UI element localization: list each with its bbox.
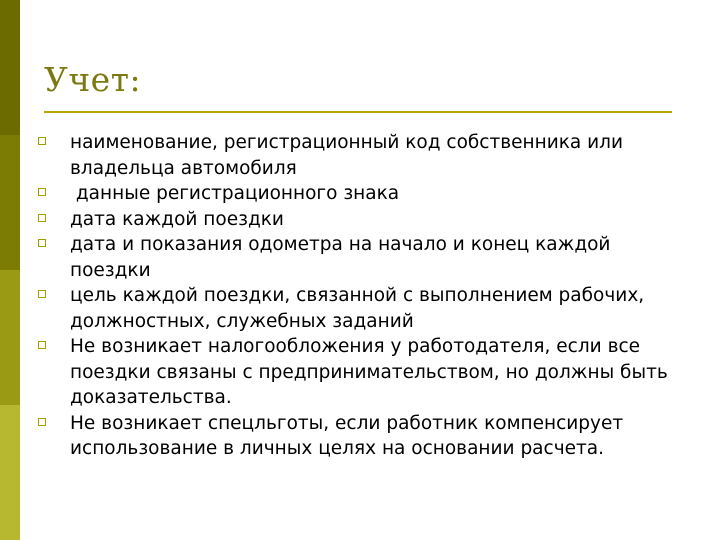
list-item: [38, 411, 688, 462]
list-item: [38, 181, 688, 207]
sidebar-segment: [0, 135, 20, 270]
square-bullet-icon: [38, 137, 46, 145]
bullet-text: данные регистрационного знака: [70, 183, 400, 204]
bullet-text: цель каждой поездки, связанной с выполнением рабочих, должностных, служебных заданий: [70, 285, 645, 332]
slide-title: Учет:: [44, 60, 142, 99]
square-bullet-icon: [38, 418, 46, 426]
bullet-text: Не возникает налогообложения у работодателя, если все поездки связаны с предпринимательством, но должны быть доказательства.: [70, 336, 668, 408]
list-item: [38, 207, 688, 233]
square-bullet-icon: [38, 214, 46, 222]
bullet-text: наименование, регистрационный код собственника или владельца автомобиля: [70, 132, 624, 179]
square-bullet-icon: [38, 290, 46, 298]
square-bullet-icon: [38, 239, 46, 247]
list-item: [38, 334, 688, 411]
list-item: [38, 283, 688, 334]
list-item: [38, 130, 688, 181]
sidebar-segment: [0, 405, 20, 540]
square-bullet-icon: [38, 341, 46, 349]
bullet-text: дата каждой поездки: [70, 208, 284, 230]
sidebar-segment: [0, 270, 20, 405]
bullet-text: дата и показания одометра на начало и конец каждой поездки: [70, 234, 611, 281]
title-underline: [44, 111, 672, 113]
list-item: [38, 232, 688, 283]
square-bullet-icon: [38, 188, 46, 196]
bullet-text: Не возникает спецльготы, если работник компенсирует использование в личных целях на основании расчета.: [70, 412, 624, 459]
bullet-list: [38, 130, 688, 462]
sidebar-segment: [0, 0, 20, 135]
sidebar-accent-bar: [0, 0, 20, 540]
